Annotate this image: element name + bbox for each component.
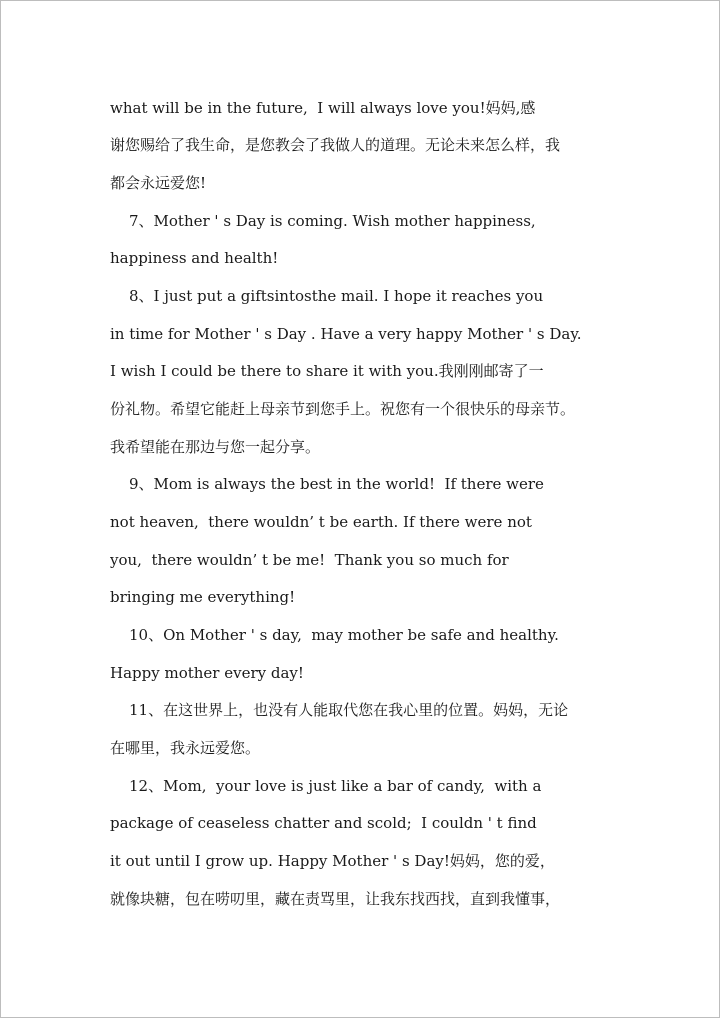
list-item-9: 9、Mom is always the best in the world! If there were bbox=[129, 475, 544, 493]
list-item-12: 12、Mom, your love is just like a bar of candy, with a bbox=[129, 777, 542, 795]
text-line: 我希望能在那边与您一起分享。 bbox=[110, 438, 321, 456]
text-line: package of ceaseless chatter and scold; I couldn ' t find bbox=[110, 814, 537, 832]
text-line: 谢您赐给了我生命，是您教会了我做人的道理。无论未来怎么样，我 bbox=[110, 136, 561, 154]
text-line: not heaven, there wouldn’ t be earth. If there were not bbox=[110, 513, 532, 531]
text-line: 份礼物。希望它能赶上母亲节到您手上。祝您有一个很快乐的母亲节。 bbox=[110, 400, 576, 418]
list-item-10: 10、On Mother ' s day, may mother be safe and healthy. bbox=[129, 626, 559, 644]
text-line: what will be in the future, I will always love you!妈妈,感 bbox=[110, 99, 536, 117]
text-line: you, there wouldn’ t be me! Thank you so much for bbox=[110, 551, 509, 569]
text-line: 在哪里，我永远爱您。 bbox=[110, 739, 261, 757]
text-line: happiness and health! bbox=[110, 249, 279, 267]
text-line: in time for Mother ' s Day . Have a very happy Mother ' s Day. bbox=[110, 325, 582, 343]
text-line: it out until I grow up. Happy Mother ' s Day!妈妈，您的爱， bbox=[110, 852, 555, 870]
list-item-11: 11、在这世界上，也没有人能取代您在我心里的位置。妈妈，无论 bbox=[129, 701, 569, 719]
text-line: I wish I could be there to share it with you.我刚刚邮寄了一 bbox=[110, 362, 544, 380]
list-item-8: 8、I just put a giftsintosthe mail. I hope it reaches you bbox=[129, 287, 544, 305]
text-line: 都会永远爱您! bbox=[110, 174, 207, 192]
text-line: Happy mother every day! bbox=[110, 664, 304, 682]
text-body bbox=[1, 1, 719, 1017]
text-line: bringing me everything! bbox=[110, 588, 296, 606]
list-item-7: 7、Mother ' s Day is coming. Wish mother happiness, bbox=[129, 212, 536, 230]
text-line: 就像块糖，包在唠叨里，藏在责骂里，让我东找西找，直到我懂事， bbox=[110, 890, 561, 908]
